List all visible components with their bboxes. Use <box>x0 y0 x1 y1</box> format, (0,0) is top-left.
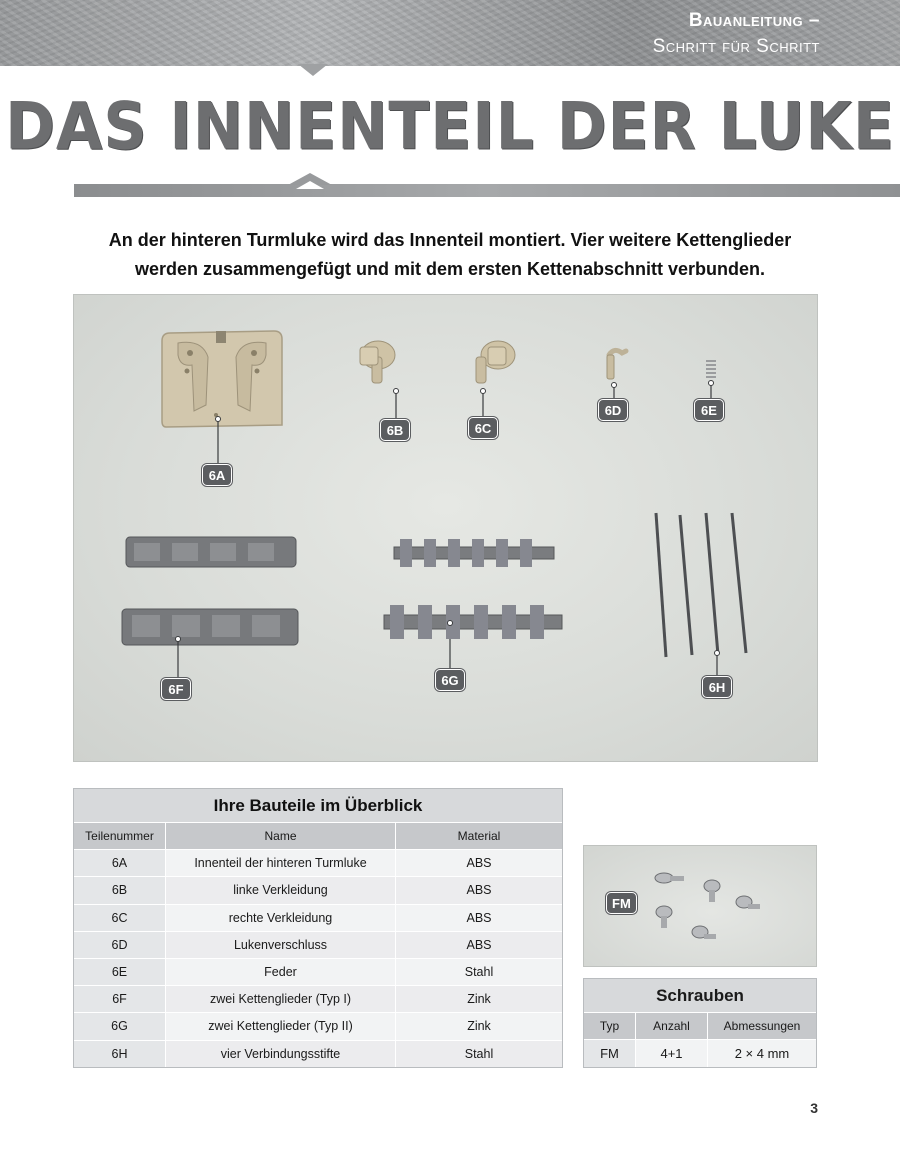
header-notch <box>298 64 328 76</box>
label-fm: FM <box>606 892 637 914</box>
cell-material: Zink <box>396 986 562 1012</box>
parts-table-header <box>74 822 562 849</box>
cell-part-number: 6G <box>74 1013 166 1039</box>
part-6e-spring <box>706 361 716 399</box>
parts-photo <box>73 294 818 762</box>
cell-part-number: 6C <box>74 905 166 931</box>
cell-part-number: 6F <box>74 986 166 1012</box>
cell-material: ABS <box>396 932 562 958</box>
header-part-number: Teilenummer <box>74 823 166 849</box>
title-divider <box>74 184 900 197</box>
series-label <box>653 8 820 60</box>
cell-part-number: 6E <box>74 959 166 985</box>
cell-material: Zink <box>396 1013 562 1039</box>
parts-table-caption: Ihre Bauteile im Überblick <box>74 789 562 822</box>
table-row <box>74 958 562 985</box>
part-6f-track-links <box>122 537 298 677</box>
label-6d: 6D <box>598 399 628 421</box>
cell-quantity: 4+1 <box>636 1040 708 1067</box>
title-divider-notch-inner <box>296 181 324 189</box>
cell-name: Lukenverschluss <box>166 932 396 958</box>
cell-part-number: 6B <box>74 877 166 903</box>
cell-dimensions: 2 × 4 mm <box>708 1040 816 1067</box>
cell-name: Innenteil der hinteren Turmluke <box>166 850 396 876</box>
part-6c-right-cover <box>476 341 515 419</box>
screws-photo <box>583 845 817 967</box>
cell-name: zwei Kettenglieder (Typ I) <box>166 986 396 1012</box>
table-row <box>74 876 562 903</box>
parts-table-body <box>74 849 562 1067</box>
part-6h-pins <box>656 513 746 677</box>
table-row <box>74 985 562 1012</box>
table-row <box>74 904 562 931</box>
cell-name: linke Verkleidung <box>166 877 396 903</box>
table-row <box>74 849 562 876</box>
intro-text <box>60 226 840 284</box>
screws-table <box>583 978 817 1068</box>
header-band <box>0 0 900 66</box>
cell-type: FM <box>584 1040 636 1067</box>
cell-part-number: 6A <box>74 850 166 876</box>
intro-line-2: werden zusammengefügt und mit dem ersten Kettenabschnitt verbunden. <box>134 259 766 279</box>
intro-line-1: An der hinteren Turmluke wird das Innenteil montiert. Vier weitere Kettenglieder <box>108 230 792 250</box>
cell-part-number: 6H <box>74 1041 166 1067</box>
table-row <box>74 1040 562 1067</box>
screw-3 <box>656 906 672 928</box>
table-row <box>74 931 562 958</box>
screw-5 <box>692 926 716 939</box>
header-quantity: Anzahl <box>636 1013 708 1039</box>
cell-name: Feder <box>166 959 396 985</box>
label-6h: 6H <box>702 676 732 698</box>
part-6b-left-cover <box>360 341 399 419</box>
cell-part-number: 6D <box>74 932 166 958</box>
series-title-line1: Bauanleitung – <box>688 10 820 31</box>
cell-material: Stahl <box>396 959 562 985</box>
series-title-line2: Schritt für Schritt <box>652 36 820 57</box>
part-6g-track-links <box>384 539 562 669</box>
label-6a: 6A <box>202 464 232 486</box>
page-number: 3 <box>810 1100 818 1116</box>
cell-material: Stahl <box>396 1041 562 1067</box>
cell-material: ABS <box>396 905 562 931</box>
header-dimensions: Abmessungen <box>708 1013 816 1039</box>
label-6c: 6C <box>468 417 498 439</box>
cell-name: zwei Kettenglieder (Typ II) <box>166 1013 396 1039</box>
header-material: Material <box>396 823 562 849</box>
label-6e: 6E <box>694 399 724 421</box>
screws-table-header <box>584 1012 816 1039</box>
screw-1 <box>655 873 684 883</box>
screw-4 <box>736 896 760 909</box>
cell-material: ABS <box>396 877 562 903</box>
cell-name: rechte Verkleidung <box>166 905 396 931</box>
label-6b: 6B <box>380 419 410 441</box>
header-name: Name <box>166 823 396 849</box>
part-6a-hatch-panel <box>162 331 282 467</box>
header-type: Typ <box>584 1013 636 1039</box>
cell-material: ABS <box>396 850 562 876</box>
table-row <box>74 1012 562 1039</box>
screws-table-caption: Schrauben <box>584 979 816 1012</box>
label-6g: 6G <box>435 669 465 691</box>
part-6d-hatch-lock <box>607 350 626 399</box>
cell-name: vier Verbindungsstifte <box>166 1041 396 1067</box>
table-row <box>584 1039 816 1067</box>
page-title: DAS INNENTEIL DER LUKE <box>5 89 895 165</box>
label-6f: 6F <box>161 678 191 700</box>
screw-2 <box>704 880 720 902</box>
parts-table <box>73 788 563 1068</box>
